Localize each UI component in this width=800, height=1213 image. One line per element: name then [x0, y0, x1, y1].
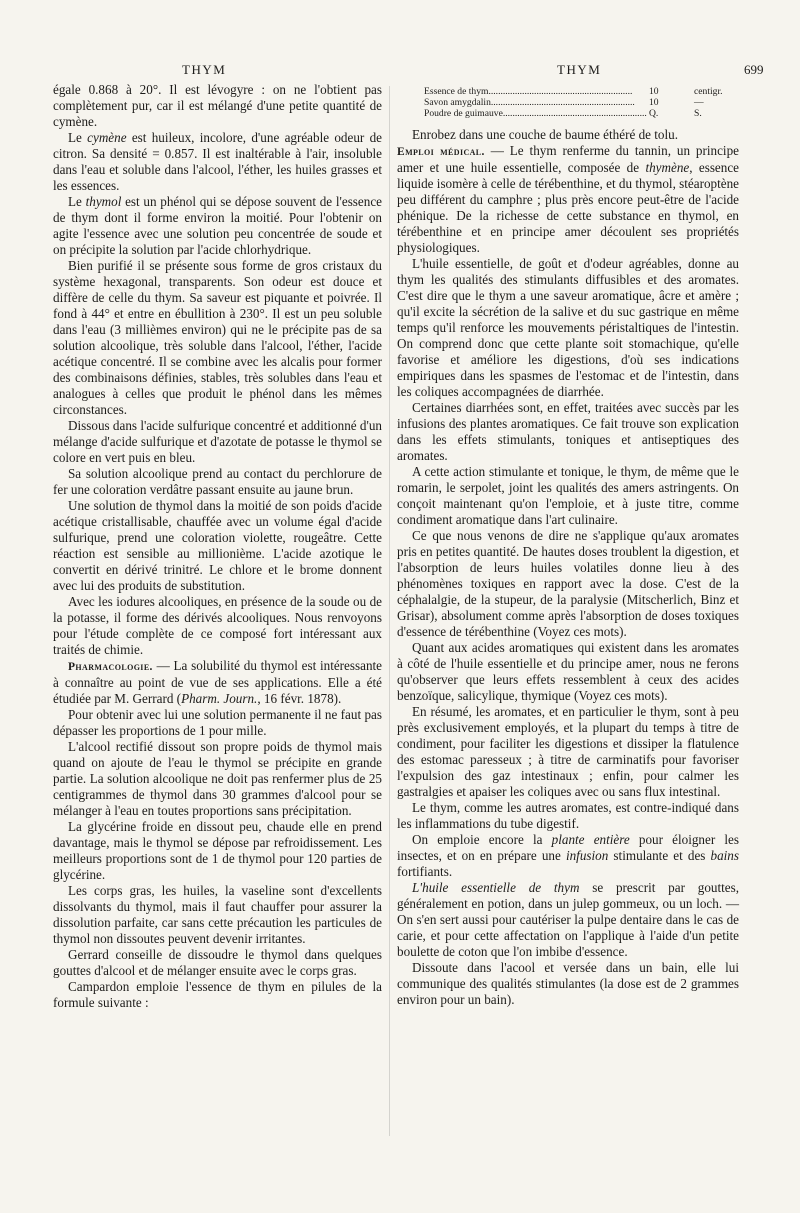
paragraph — [397, 800, 739, 832]
text-run: Le — [68, 130, 88, 145]
text-run: Avec les iodures alcooliques, en présence de la soude ou de la potasse, il forme des dérivés alcooliques. Nous renvoyons pour l'étude complète de ce composé fort intéressant aux traités de chimie. — [53, 594, 382, 657]
italic-text: infusion — [565, 847, 609, 863]
paragraph — [397, 256, 739, 400]
formula-quantity: 10 — [649, 97, 659, 109]
paragraph — [53, 194, 382, 258]
text-run: Ce que nous venons de dire ne s'applique qu'aux aromates pris en petites quantité. De hautes doses troublent la digestion, et l'absorption de leurs huiles volatiles donne lieu à des phénomènes toxiques en rapport avec la dose. C'est de la céphalalgie, de la stupeur, de la paralysie (Mitscherlich, Binz et Grisar), absolument comme après l'absorption de doses toxiques d'essence de térébenthine (Voyez ces mots). — [397, 527, 739, 639]
section-heading: Emploi médical. — [397, 145, 485, 158]
column-divider — [389, 86, 390, 1136]
paragraph — [397, 127, 739, 143]
text-run: stimulante et des — [608, 847, 711, 863]
italic-text: cymène — [87, 130, 127, 145]
paragraph — [53, 819, 382, 883]
text-run: Dissous dans l'acide sulfurique concentré et additionné d'un mélange d'acide sulfurique et d'azotate de potasse le thymol se colore en vert puis en bleu. — [53, 418, 382, 465]
italic-text: thymène — [645, 159, 690, 175]
text-run: Dissoute dans l'acool et versée dans un bain, elle lui communique des qualités stimulantes (la dose est de 2 grammes environ pour un bain). — [397, 959, 739, 1007]
text-run: Gerrard conseille de dissoudre le thymol dans quelques gouttes d'alcool et de mélanger ensuite avec le corps gras. — [53, 947, 382, 978]
text-run: pour éloigner les insectes, et on en prépare une — [397, 831, 739, 863]
text-run: La glycérine froide en dissout peu, chaude elle en prend davantage, mais le thymol se dépose par refroidissement. Les meilleurs proportions sont de 1 de thymol pour 120 parties de glycérine. — [53, 819, 382, 882]
text-run: A cette action stimulante et tonique, le thym, de même que le romarin, le serpolet, joint les qualités des amers astringents. On conçoit maintenant qu'on l'emploie, et à juste titre, comme condiment aromatique dans l'art culinaire. — [397, 463, 739, 527]
paragraph — [397, 400, 739, 464]
paragraph — [397, 960, 739, 1008]
formula-ingredient: Essence de thym............................................................ — [424, 86, 633, 97]
text-run: Une solution de thymol dans la moitié de son poids d'acide acétique cristallisable, chauffée avec un volume égal d'acide sulfurique, prend une coloration violette, rougeâtre. Cette réaction est sensible au millionième. L'acide azotique le convertit en dérivé trinitré. Le chlore et le brome donnent avec lui des produits de substitution. — [53, 498, 382, 593]
italic-text: L'huile essentielle de thym — [412, 879, 580, 895]
paragraph — [397, 640, 739, 704]
running-head-left: THYM — [182, 62, 227, 77]
formula-row — [397, 108, 739, 119]
text-run: L'huile essentielle, de goût et d'odeur agréables, donne au thym les qualités des stimulants diffusibles et des aromates. C'est dire que le thym a une saveur aromatique, âcre et amère ; qu'il excite la sécrétion de la salive et du suc gastrique en même temps qu'il renforce les mouvements péristaltiques de l'intestin. On comprend donc que cette plante soit stomachique, qu'elle favorise et améliore les digestions, d'où ses indications empiriques dans les spasmes de l'estomac et de l'intestin, dans les coliques accompagnées de diarrhée. — [397, 255, 739, 399]
text-run: L'alcool rectifié dissout son propre poids de thymol mais quand on ajoute de l'eau le thymol se précipite en grande partie. La solution alcoolique ne doit pas renfermer plus de 25 centigrammes de thymol dans 30 grammes d'alcool pour se mélanger à l'eau en toutes proportions sans précipitation. — [53, 739, 382, 818]
paragraph — [397, 464, 739, 528]
paragraph — [53, 82, 382, 130]
paragraph — [53, 130, 382, 194]
paragraph — [53, 498, 382, 594]
paragraph — [397, 143, 739, 256]
text-run: — Le thym renferme du tannin, un principe amer et une huile essentielle, composée de — [397, 142, 739, 175]
paragraph — [397, 832, 739, 880]
text-run: , 16 févr. 1878). — [257, 691, 342, 706]
text-run: En résumé, les aromates, et en particulier le thym, sont à peu près exclusivement employés, et la plupart du temps à titre de condiment, pour faciliter les digestions et dissiper la flatulence des estomac paresseux ; à titre de carminatifs pour favoriser l'expulsion des gaz intestinaux ; enfin, pour calmer les gastralgies et apaiser les coliques avec ou sans flux intestinal. — [397, 703, 739, 799]
right-column-paragraphs — [397, 127, 739, 1008]
paragraph — [53, 466, 382, 498]
formula-unit: — — [694, 97, 704, 109]
formula-quantity: Q. — [649, 108, 659, 120]
italic-text: bains — [710, 847, 739, 863]
formula-row — [397, 86, 739, 97]
text-run: Le — [68, 194, 86, 209]
text-run: — La solubilité du thymol est intéressante à connaître au point de vue de ses applications. Elle a été étudiée par M. Gerrard ( — [53, 658, 382, 706]
paragraph — [397, 704, 739, 800]
italic-text: thymol — [85, 194, 122, 209]
italic-text: Pharm. Journ. — [181, 691, 258, 706]
text-run: est huileux, incolore, d'une agréable odeur de citron. Sa densité = 0.857. Il est inaltérable à l'air, insoluble dans l'eau et soluble dans l'alcool, l'éther, les huiles grasses et les essences. — [53, 130, 382, 193]
text-run: Quant aux acides aromatiques qui existent dans les aromates à côté de l'huile essentielle et du principe amer, nous ne ferons qu'observer que leurs effets ressemblent à ceux des acides benzoïque, salicylique, thymique (Voyez ces mots). — [397, 639, 739, 703]
formula-ingredient: Savon amygdalin............................................................ — [424, 97, 635, 109]
text-run: Campardon emploie l'essence de thym en pilules de la formule suivante : — [53, 979, 382, 1010]
text-run: fortifiants. — [397, 863, 453, 879]
text-run: Les corps gras, les huiles, la vaseline sont d'excellents dissolvants du thymol, mais il faut chauffer pour assurer la dissolution parfaite, car sans cette précaution les particules de thymol non dissoutes peuvent devenir irritantes. — [53, 883, 382, 946]
formula-row — [397, 97, 739, 108]
paragraph — [397, 880, 739, 960]
text-run: se prescrit par gouttes, généralement en potion, dans un julep gommeux, ou un loch. — On s'en sert aussi pour cautériser la pulpe dentaire dans le cas de carie, et pour cette affectation on l'applique à l'aide d'un petite boulette de coton que l'on imbibe d'essence. — [397, 879, 739, 959]
formula-unit: centigr. — [694, 86, 723, 97]
formula-quantity: 10 — [649, 86, 659, 97]
paragraph — [397, 528, 739, 640]
text-run: Bien purifié il se présente sous forme de gros cristaux du système hexagonal, transparents. Son odeur est douce et diffère de celle du thym. Sa saveur est piquante et poivrée. Il fond à 44° et entre en ébullition à 230°. Il est un peu soluble dans l'eau (3 millièmes environ) qui ne le précipite pas de sa solution alcoolique, très soluble dans l'alcool, l'éther, l'acide acétique concentré. Il se combine avec les alcalis pour former des combinaisons définies, stables, très solubles dans l'eau et analogues à celles que produit le phénol dans les mêmes circonstances. — [53, 258, 382, 417]
left-text-column — [53, 82, 382, 1011]
running-head-right: THYM — [557, 62, 602, 77]
paragraph — [53, 707, 382, 739]
paragraph — [53, 883, 382, 947]
page-number: 699 — [744, 62, 764, 77]
section-heading: Pharmacologie. — [68, 661, 153, 673]
formula-ingredient: Poudre de guimauve............................................................ — [424, 108, 647, 120]
text-run: est un phénol qui se dépose souvent de l'essence de thym dont il forme environ la moitié. Pour l'obtenir on agite l'essence avec une solution peu concentrée de soude et on précipite la solution par l'acide chlorhydrique. — [53, 194, 382, 257]
text-run: Certaines diarrhées sont, en effet, traitées avec succès par les infusions des plantes aromatiques. Ce fait trouve son explication dans les effets stimulants, toniques et antiseptiques des aromates. — [397, 399, 739, 463]
paragraph — [53, 594, 382, 658]
right-text-column — [397, 86, 739, 1008]
paragraph — [53, 258, 382, 418]
paragraph — [53, 739, 382, 819]
text-run: On emploie encore la — [412, 831, 552, 847]
formula-unit: S. — [694, 108, 702, 120]
text-run: Le thym, comme les autres aromates, est contre-indiqué dans les inflammations du tube digestif. — [397, 799, 739, 831]
text-run: Pour obtenir avec lui une solution permanente il ne faut pas dépasser les proportions de 1 pour mille. — [53, 707, 382, 738]
paragraph — [53, 418, 382, 466]
text-run: Enrobez dans une couche de baume éthéré de tolu. — [412, 126, 678, 142]
italic-text: plante entière — [551, 831, 630, 847]
paragraph — [53, 947, 382, 979]
text-run: Sa solution alcoolique prend au contact du perchlorure de fer une coloration verdâtre passant ensuite au jaune brun. — [53, 466, 382, 497]
text-run: , essence liquide isomère à celle de térébenthine, et du thymol, stéaroptène peu différent du camphre ; plus près encore peut-être de l'acide phénique. De la richesse de cette substance en thymol, en térébenthine et en principe amer découlent ses propriétés physiologiques. — [397, 159, 740, 255]
paragraph — [53, 979, 382, 1011]
paragraph — [53, 658, 382, 707]
text-run: égale 0.868 à 20°. Il est lévogyre : on ne l'obtient pas complètement pur, car il est mélangé d'une petite quantité de cymène. — [53, 82, 382, 129]
pill-formula-table — [397, 86, 739, 120]
